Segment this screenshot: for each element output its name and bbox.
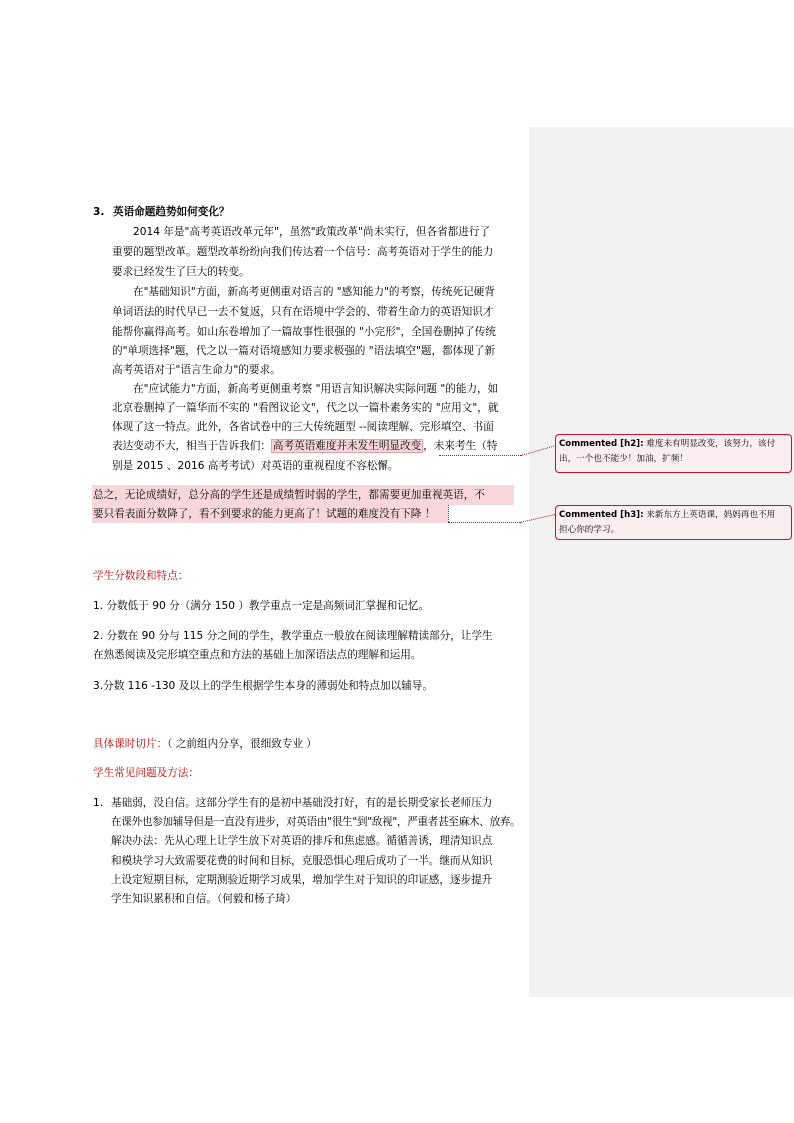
- comment-connector: [448, 522, 520, 523]
- problem-line: 基础弱，没自信。这部分学生有的是初中基础没打好，有的是长期受家长老师压力: [111, 797, 493, 809]
- paragraph-line: 体现了这一特点。此外，各省试卷中的三大传统题型 --阅读理解、完形填空、书面: [112, 421, 494, 433]
- score-section-heading: 学生分数段和特点：: [93, 570, 189, 582]
- problem-line: 在课外也参加辅导但是一直没有进步，对英语由"很生"到"敌视"，严重者甚至麻木、放弃。: [111, 816, 521, 828]
- problem-line: 学生知识累积和自信。（何毅和杨子琦）: [111, 893, 297, 905]
- score-item: 在熟悉阅读及完形填空重点和方法的基础上加深语法点的理解和运用。: [93, 649, 422, 661]
- lesson-heading: 具体课时切片：: [93, 738, 168, 750]
- paragraph-line: 在"应试能力"方面，新高考更侧重考察 "用语言知识解决实际问题 "的能力，如: [133, 383, 499, 395]
- problem-line: 和模块学习大致需要花费的时间和目标，克服恐惧心理后成功了一半。继而从知识: [111, 855, 493, 867]
- problem-line: 解决办法：先从心理上让学生放下对英语的排斥和焦虑感。循循善诱，理清知识点: [111, 835, 493, 847]
- comment-text: 难度未有明显改变，该努力，该付: [646, 439, 776, 449]
- score-item: 3.分数 116 -130 及以上的学生根据学生本身的薄弱处和特点加以辅导。: [93, 680, 433, 692]
- paragraph-line-with-highlight: [112, 436, 497, 456]
- section-title: 英语命题趋势如何变化？: [113, 206, 230, 218]
- comment-connector: [448, 505, 449, 522]
- problem-number: 1.: [93, 797, 104, 809]
- comment-label: Commented [h2]:: [559, 439, 644, 449]
- paragraph-text: 表达变动不大，相当于告诉我们：: [112, 440, 271, 452]
- paragraph-line: 要求已经发生了巨大的转变。: [112, 266, 250, 278]
- paragraph-line: 能帮你赢得高考。如山东卷增加了一篇故事性很强的 "小完形"，全国卷删掉了传统: [112, 326, 496, 338]
- lesson-line: [93, 734, 317, 754]
- problem-line: 上设定短期目标，定期测验近期学习成果，增加学生对于知识的印证感，逐步提升: [111, 874, 493, 886]
- paragraph-line: 单词语法的时代早已一去不复返，只有在语境中学会的、带着生命力的英语知识才: [112, 306, 494, 318]
- comment-label: Commented [h3]:: [559, 510, 644, 520]
- paragraph-line: 高考英语对于"语言生命力"的要求。: [112, 364, 281, 376]
- paragraph-line: 北京卷删掉了一篇华而不实的 "看图议论文"，代之以一篇朴素务实的 "应用文"，就: [112, 402, 499, 414]
- lesson-note: （ 之前组内分享，很细致专业 ）: [167, 738, 317, 750]
- summary-line[interactable]: 要只看表面分数降了，看不到要求的能力更高了！试题的难度没有下降 ！: [93, 508, 436, 520]
- summary-line[interactable]: 总之，无论成绩好，总分高的学生还是成绩暂时弱的学生，都需要更加重视英语，不: [93, 489, 485, 501]
- score-item: 2. 分数在 90 分与 115 分之间的学生，教学重点一般放在阅读理解精读部分，让学生: [93, 630, 493, 642]
- comment-connector: [439, 455, 521, 456]
- paragraph-line: 别是 2015 、2016 高考考试）对英语的重视程度不容松懈。: [112, 460, 399, 472]
- highlighted-comment-anchor[interactable]: 高考英语难度并未发生明显改变: [272, 440, 422, 452]
- comment-text: 担心你的学习。: [559, 525, 620, 535]
- comment-text: 出，一个也不能少！加油，扩频！: [559, 454, 688, 464]
- score-item: 1. 分数低于 90 分（满分 150 ）教学重点一定是高频词汇掌握和记忆。: [93, 600, 430, 612]
- paragraph-line: 2014 年是"高考英语改革元年"，虽然"政策改革"尚未实行，但各省都进行了: [133, 226, 491, 238]
- section-number: 3.: [93, 206, 105, 218]
- comment-text: 来新东方上英语课，妈妈再也不用: [646, 510, 776, 520]
- paragraph-line: 重要的题型改革。题型改革纷纷向我们传达着一个信号：高考英语对于学生的能力: [112, 246, 494, 258]
- paragraph-line: 的"单项选择"题，代之以一篇对语境感知力要求极强的 "语法填空"题，都体现了新: [112, 345, 496, 357]
- comment-box-h3[interactable]: [555, 505, 792, 540]
- paragraph-line: 在"基础知识"方面，新高考更侧重对语言的 "感知能力"的考察，传统死记硬背: [133, 286, 495, 298]
- comment-pane: [529, 127, 794, 997]
- problems-heading: 学生常见问题及方法：: [93, 767, 199, 779]
- paragraph-text: ，未来考生（特: [423, 440, 498, 452]
- comment-box-h2[interactable]: [555, 434, 792, 473]
